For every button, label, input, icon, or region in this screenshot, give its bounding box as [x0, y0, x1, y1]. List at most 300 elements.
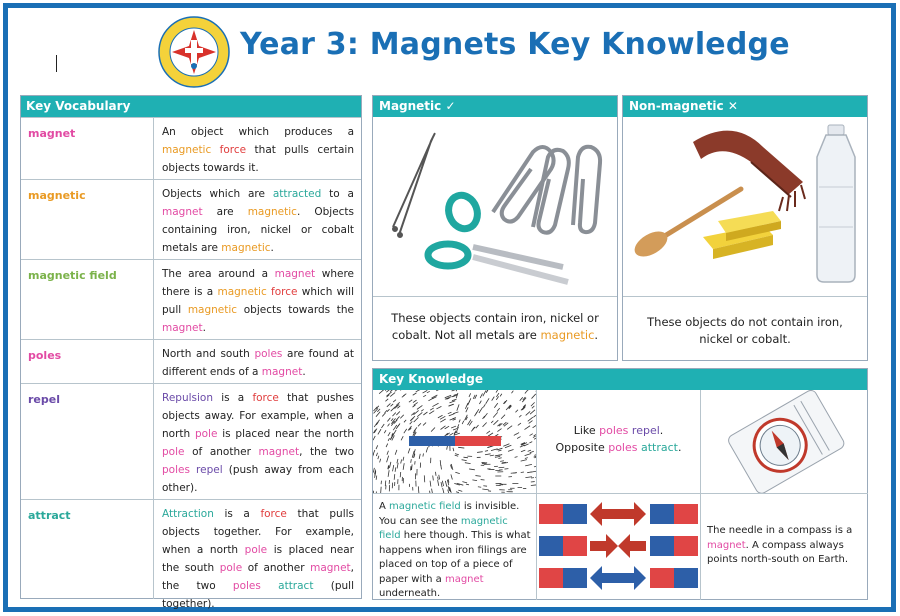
iron-filing: [394, 474, 395, 480]
iron-filing: [391, 418, 393, 420]
magnet-half: [650, 504, 674, 524]
keyword: magnetic field: [389, 501, 461, 512]
iron-filing: [463, 457, 468, 458]
iron-filing: [486, 398, 489, 403]
iron-filing: [448, 412, 452, 413]
iron-filing: [483, 390, 486, 396]
magnetic-panel: [372, 95, 618, 361]
vocabulary-heading: Key Vocabulary: [21, 96, 361, 117]
iron-filing: [396, 411, 400, 415]
vocab-row: [21, 499, 361, 610]
iron-filings-illustration: [373, 390, 536, 493]
iron-filing: [404, 429, 407, 433]
magnet-half: [539, 504, 563, 524]
iron-filing: [390, 390, 393, 392]
iron-filing: [433, 476, 434, 481]
iron-filing: [400, 415, 403, 419]
iron-filing: [515, 457, 518, 458]
iron-filing: [517, 437, 520, 439]
bar-magnet-north: [455, 436, 501, 446]
keyword: magnetic: [187, 304, 238, 316]
keyword: Attraction: [162, 508, 214, 520]
keyword: magnetic: [221, 242, 271, 254]
vocab-definition: Repulsion is a force that pushes objects away. For example, when a north pole is placed near the north pole of another magnet, the two poles repel (push away from each other).: [153, 384, 362, 499]
iron-filing: [528, 450, 531, 451]
magnetic-heading: Magnetic ✓: [373, 96, 617, 117]
iron-filing: [479, 407, 483, 413]
hairpin-icon: [393, 134, 435, 237]
keyword: magnet: [310, 562, 351, 574]
iron-filing: [479, 401, 481, 404]
iron-filing: [501, 415, 505, 419]
vocab-term: magnet: [28, 127, 76, 140]
iron-filing: [387, 418, 390, 422]
iron-filing: [391, 404, 394, 406]
iron-filing: [381, 424, 384, 428]
iron-filing: [392, 413, 395, 417]
iron-filing: [498, 458, 501, 459]
vocab-definition: Attraction is a force that pulls objects together. For example, when a north pole is placed near the south pole of another magnet, the two poles attract (pull together).: [153, 500, 362, 599]
iron-filing: [493, 412, 497, 417]
key-knowledge-section: [372, 368, 868, 600]
vocab-row: [21, 383, 361, 499]
iron-filing: [423, 390, 428, 393]
iron-filing: [441, 465, 442, 470]
iron-filing: [403, 457, 404, 461]
iron-filing: [397, 459, 398, 463]
keyword: pole: [244, 544, 268, 556]
iron-filing: [486, 390, 488, 393]
keyword: poles: [608, 441, 638, 454]
iron-filing: [462, 421, 464, 424]
iron-filing: [378, 456, 379, 459]
iron-filing: [472, 480, 477, 481]
iron-filing: [483, 422, 487, 426]
keyword: pole: [219, 562, 243, 574]
school-logo: [158, 16, 230, 88]
iron-filing: [385, 399, 388, 401]
magnet-half: [563, 568, 587, 588]
magnet-half: [539, 536, 563, 556]
iron-filing: [493, 420, 498, 425]
iron-filing: [534, 434, 536, 436]
iron-filing: [525, 458, 528, 459]
iron-filing: [414, 402, 418, 405]
iron-filing: [524, 426, 530, 430]
iron-filing: [453, 418, 456, 419]
iron-filing: [525, 464, 532, 465]
iron-filing: [427, 391, 430, 393]
iron-filing: [393, 400, 396, 402]
iron-filing: [533, 424, 536, 427]
iron-filing: [496, 390, 498, 393]
keyword: magnet: [258, 446, 300, 458]
iron-filing: [393, 430, 397, 436]
iron-filing: [485, 454, 491, 455]
iron-filing: [435, 472, 436, 476]
iron-filing: [378, 429, 381, 434]
magnet-half: [674, 504, 698, 524]
vocab-term: magnetic: [28, 189, 86, 202]
keyword: poles: [254, 348, 283, 360]
iron-filing: [497, 429, 501, 432]
keyword: force: [260, 508, 287, 520]
keyword: magnetic: [162, 144, 212, 156]
iron-filing: [417, 412, 422, 416]
magnet-half: [650, 536, 674, 556]
vocab-row: [21, 179, 361, 259]
iron-filing: [440, 419, 445, 422]
iron-filing: [395, 390, 400, 391]
iron-filing: [505, 445, 511, 447]
iron-filing: [376, 476, 377, 480]
iron-filing: [440, 460, 441, 466]
non-magnetic-heading: Non-magnetic ✕: [623, 96, 867, 117]
iron-filing: [401, 436, 403, 440]
iron-filing: [423, 395, 426, 397]
iron-filing: [469, 469, 475, 470]
iron-filing: [419, 454, 420, 459]
iron-filing: [449, 414, 455, 416]
iron-filing: [412, 464, 413, 470]
iron-filing: [391, 407, 395, 411]
bar-magnet-south: [409, 436, 455, 446]
vocab-term: repel: [28, 393, 60, 406]
iron-filing: [530, 451, 534, 452]
magnet-half: [563, 504, 587, 524]
iron-filing: [417, 405, 422, 409]
keyword: magnetic: [247, 206, 297, 218]
iron-filing: [389, 462, 390, 468]
iron-filing: [386, 444, 388, 448]
iron-filing: [521, 406, 526, 411]
iron-filing: [397, 424, 399, 427]
iron-filing: [423, 412, 427, 415]
keyword: magnet: [261, 366, 303, 378]
like-poles-text: Like poles repel.: [573, 424, 664, 437]
iron-filing: [438, 480, 439, 486]
iron-filing: [421, 409, 423, 411]
iron-filing: [469, 393, 471, 397]
keyword: repel: [196, 464, 223, 476]
iron-filing: [530, 434, 533, 436]
iron-filing: [440, 416, 445, 419]
iron-filing: [516, 433, 519, 435]
iron-filing: [430, 491, 431, 493]
keyword: force: [252, 392, 279, 404]
iron-filing: [439, 475, 440, 480]
iron-filing: [438, 415, 443, 418]
magnet-half: [650, 568, 674, 588]
magnetic-field-text: A magnetic field is invisible. You can see the magnetic field here though. This is what happens when iron filings are placed on top of a piece of paper with a magnet underneath.: [379, 501, 531, 599]
iron-filing: [486, 431, 490, 434]
iron-filing: [498, 450, 501, 451]
iron-filing: [520, 397, 523, 400]
iron-filing: [476, 409, 479, 414]
plastic-bottle-icon: [817, 125, 855, 282]
iron-filing: [526, 411, 530, 415]
iron-filing: [508, 449, 514, 451]
iron-filing: [488, 433, 493, 436]
iron-filing: [382, 413, 385, 417]
iron-filing: [466, 407, 468, 412]
opposite-poles-text: Opposite poles attract.: [555, 441, 682, 454]
iron-filing: [388, 424, 390, 427]
iron-filing: [520, 445, 525, 447]
iron-filing: [456, 492, 459, 493]
iron-filing: [487, 446, 493, 448]
iron-filing: [418, 486, 419, 493]
iron-filing: [462, 460, 467, 461]
keyword: magnetic: [217, 286, 267, 298]
iron-filing: [403, 463, 404, 470]
iron-filing: [453, 429, 457, 430]
iron-filing: [491, 421, 493, 423]
text-cursor: [56, 55, 57, 72]
iron-filing: [515, 410, 518, 413]
scarf-icon: [693, 131, 805, 211]
iron-filing: [404, 420, 406, 422]
iron-filing: [410, 418, 413, 421]
iron-filing: [396, 416, 400, 420]
iron-filing: [397, 406, 400, 409]
keyword: attracted: [272, 188, 322, 200]
magnet-poles-illustration: [537, 494, 700, 599]
keyword: repel: [631, 424, 660, 437]
magnet-poles-cell: [537, 494, 701, 600]
iron-filing: [410, 421, 413, 424]
iron-filing: [497, 408, 500, 411]
iron-filing: [381, 487, 382, 493]
iron-filing: [459, 420, 460, 423]
iron-filing: [386, 390, 390, 392]
iron-filing: [430, 481, 431, 487]
iron-filing: [445, 481, 446, 487]
vocab-term: poles: [28, 349, 62, 362]
iron-filing: [442, 481, 443, 486]
magnet-half: [539, 568, 563, 588]
iron-filing: [455, 454, 459, 455]
iron-filing: [431, 428, 435, 432]
iron-filing: [376, 445, 378, 449]
vocab-term: magnetic field: [28, 269, 117, 282]
iron-filing: [521, 450, 525, 452]
iron-filing: [413, 393, 417, 395]
iron-filing: [500, 461, 504, 462]
iron-filing: [384, 430, 386, 433]
iron-filing: [525, 477, 532, 478]
iron-filing: [373, 450, 375, 456]
magnetic-caption: These objects contain iron, nickel or cobalt. Not all metals are magnetic.: [391, 311, 599, 342]
iron-filing: [458, 447, 464, 448]
vocab-row: [21, 259, 361, 339]
keyword: poles: [232, 580, 261, 592]
iron-filing: [388, 438, 389, 441]
iron-filing: [430, 408, 434, 410]
iron-filing: [379, 390, 384, 394]
iron-filing: [507, 426, 512, 430]
iron-filing: [387, 451, 388, 455]
iron-filing: [458, 490, 462, 491]
iron-filing: [451, 426, 456, 428]
iron-filing: [484, 413, 488, 418]
vocab-definition: The area around a magnet where there is a magnetic force which will pull magnetic objects towards the magnet.: [153, 260, 362, 339]
gold-bars-icon: [703, 211, 781, 259]
iron-filings-cell: [373, 390, 537, 494]
iron-filing: [531, 402, 535, 406]
iron-filing: [400, 472, 401, 477]
iron-filing: [525, 454, 532, 456]
keyword: magnet: [707, 539, 746, 551]
iron-filing: [445, 426, 449, 429]
iron-filing: [423, 423, 426, 426]
iron-filing: [519, 415, 521, 417]
compass-text: The needle in a compass is a magnet. A compass always points north-south on Earth.: [707, 525, 853, 565]
iron-filing: [535, 476, 536, 477]
iron-filing: [449, 433, 453, 435]
iron-filing: [377, 409, 380, 412]
iron-filing: [534, 465, 536, 467]
keyword: force: [219, 144, 247, 156]
vocab-term: attract: [28, 509, 71, 522]
keyword: magnet: [444, 573, 484, 585]
iron-filing: [506, 407, 508, 409]
iron-filing: [385, 410, 387, 413]
iron-filing: [409, 400, 412, 402]
iron-filing: [387, 409, 389, 412]
iron-filing: [452, 390, 455, 391]
magnet-half: [674, 568, 698, 588]
iron-filing: [511, 391, 513, 394]
iron-filing: [432, 489, 433, 493]
non-magnetic-objects-illustration: [623, 117, 867, 297]
iron-filing: [499, 467, 505, 468]
iron-filing: [397, 463, 398, 469]
keyword: pole: [194, 428, 218, 440]
iron-filing: [456, 390, 457, 391]
keyword: force: [271, 286, 298, 298]
iron-filing: [490, 455, 494, 456]
repel-arrow: [590, 502, 646, 526]
iron-filing: [376, 453, 377, 456]
page-title: Year 3: Magnets Key Knowledge: [240, 27, 790, 62]
iron-filing: [429, 411, 434, 414]
iron-filing: [465, 463, 471, 464]
iron-filing: [414, 417, 419, 422]
iron-filing: [451, 474, 452, 479]
iron-filing: [530, 410, 535, 414]
non-magnetic-panel: [622, 95, 868, 361]
iron-filing: [495, 456, 500, 457]
iron-filing: [423, 453, 424, 456]
keyword: magnet: [274, 268, 316, 280]
iron-filing: [457, 404, 459, 410]
key-vocabulary-table: [20, 95, 362, 610]
iron-filing: [387, 392, 392, 396]
iron-filing: [483, 404, 485, 407]
iron-filing: [376, 412, 380, 417]
iron-filing: [533, 436, 536, 437]
keyword: attract: [641, 441, 678, 454]
iron-filing: [475, 476, 480, 477]
iron-filing: [532, 406, 535, 408]
iron-filing: [374, 408, 378, 413]
compass-text-cell: [701, 494, 868, 600]
iron-filing: [436, 390, 439, 391]
iron-filing: [531, 485, 536, 486]
keyword: poles: [162, 464, 190, 476]
iron-filing: [529, 421, 533, 424]
iron-filing: [416, 390, 421, 392]
keyword: magnet: [162, 206, 203, 218]
iron-filing: [518, 423, 521, 425]
magnetic-field-cell: [373, 494, 537, 600]
iron-filing: [462, 482, 467, 483]
iron-filing: [477, 452, 483, 453]
iron-filing: [373, 468, 374, 473]
iron-filing: [426, 447, 427, 452]
iron-filing: [521, 460, 527, 462]
iron-filing: [393, 465, 394, 471]
iron-filing: [432, 403, 438, 406]
iron-filing: [494, 403, 497, 408]
vocab-definition: North and south poles are found at different ends of a magnet.: [153, 340, 362, 383]
iron-filing: [532, 394, 536, 399]
vocab-row: [21, 339, 361, 383]
keyword: poles: [599, 424, 629, 437]
iron-filing: [533, 415, 535, 417]
iron-filing: [480, 393, 482, 397]
iron-filing: [453, 419, 456, 420]
key-knowledge-heading: Key Knowledge: [373, 369, 867, 390]
iron-filing: [529, 442, 532, 443]
compass-icon: [701, 390, 867, 493]
iron-filing: [478, 487, 481, 488]
iron-filing: [534, 453, 536, 455]
compass-cell: [701, 390, 868, 494]
vocab-definition: Objects which are attracted to a magnet are magnetic. Objects containing iron, nickel or cobalt metals are magnetic.: [153, 180, 362, 259]
iron-filing: [524, 444, 529, 446]
iron-filing: [455, 455, 458, 456]
iron-filing: [401, 459, 402, 463]
magnet-half: [563, 536, 587, 556]
iron-filing: [408, 448, 410, 453]
iron-filing: [388, 470, 389, 477]
keyword: Repulsion: [162, 392, 213, 404]
magnetic-objects-illustration: [373, 117, 617, 297]
repel-arrow: [590, 566, 646, 590]
iron-filing: [387, 403, 391, 406]
iron-filing: [453, 448, 454, 451]
iron-filing: [503, 444, 509, 446]
iron-filing: [441, 482, 442, 487]
iron-filing: [438, 477, 439, 480]
iron-filing: [468, 401, 470, 406]
iron-filing: [452, 399, 457, 401]
iron-filing: [449, 401, 455, 403]
keyword: magnetic: [540, 328, 595, 342]
iron-filing: [500, 394, 502, 397]
iron-filing: [449, 404, 454, 406]
non-magnetic-caption: These objects do not contain iron, nickel or cobalt.: [647, 315, 843, 346]
iron-filing: [436, 406, 441, 409]
poles-rule-cell: [537, 390, 701, 494]
iron-filing: [492, 397, 495, 401]
keyword: pole: [162, 446, 185, 458]
vocab-definition: An object which produces a magnetic force that pulls certain objects towards it.: [153, 118, 362, 179]
iron-filing: [413, 400, 417, 402]
iron-filing: [443, 488, 444, 493]
